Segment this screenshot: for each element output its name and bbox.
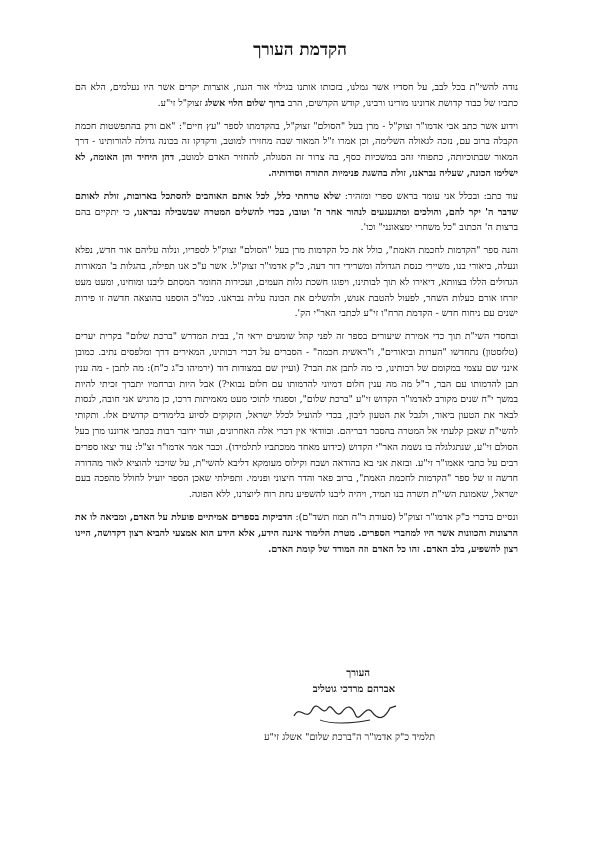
text-run: והנה ספר "הקדמות לחכמת האמת", כולל את כל הקדמות מרן בעל "הסולם" זצוק"ל לספריו, ונלוה עליהם אור חדש, נפלא ונעלה, ביאורי בנו, משיירי כנסת הגדולה ומשרידי דור דעה, כ"ק אדמו"ר זצוק"ל. אשר ע"כ אנו תפילה, בהגלות ב' המאורות הגדולים הללו בצוותא, דיאירו לא תוך לבותינו, ויפוגו חשכת גלות העמים, ועכירות החומר המסתם ליבנו ומוחינו, ומעט מעט יזרחו אורם כעלות השחר, לפעול להטבת אנוש, ולהשלים את הכונה עליה נבראנו. כמו"כ הוספנו בהוצאה חדשה זו פירות ישנים עם ניחוח חדש - הקדמת הרח"ו זי"ע לכתבי האר"י הק'. [75,245,518,320]
document-body [75,80,518,564]
text-run: כי יתקיים בהם ברצות ה' הכתוב "כל משחרי ימצאונני" וכו'. [75,206,518,234]
bold-text: דהן היחיד והן האומה, לא ישלימו הכונה, שעליה נבראנו, זולת בהשגת פנימיות התורה וסודותיה. [75,152,518,179]
paragraph-5 [75,329,518,503]
bold-text: הדביקות בספרים אמיתיים פועלת על האדם, ומביאה לו את הרצונות והכוונות אשר היו למחברי הספרים. מטרת הלימוד איננה הידע, אלא הידע הוא אמצעי להביא רצון דקדושה, היינו רצון להשפיע, בלב האדם. זהו כל האדם וזה המודד של קומת האדם. [75,511,518,555]
page-title: הקדמת העורך [253,40,347,60]
paragraph-3 [75,189,518,236]
text-run: ובחסדי השי"ת תוך כדי אמירת שיעורים בספר זה לפני קהל שומעים יראי ה', בבית המדרש "ברכת שלום" בקרית יערים (טלזסטון) נתחדשו "הערות וביאורים", ו"ראשית חכמה" - הסברים על דברי רבותינו, המאירים דרך ומלפסים נתיב. כמובן אינני שם עצמי במקומם של רבותינו, כי מה לתבן את הבר? (ועיין שם במצודות דוד (ירמיהו כ"ג כ"ח): מה לתבן - מה ענין תבן להדמותו עם הבר, ר"ל מה מה ענין חלום דמיוני להדמותו עם חלום נבואי?) אבל היות וברחמיו יתברך זכיתי להיות במשך י"ח שנים מקורב לאדמו"ר הקדוש זי"ע "ברכת שלום", וספגתי לתוכי מעט מאמיתות דרכו, כן מרגיש אני חובה, לנסות לבאר את הטעון ביאור, ולגבל את הטעון ליבון, בכדי להועיל לכלל ישראל, הזקוקים לסיוע בלימודים קדושים אלו. ותקותי להשי"ת שאכן קלעתי אל המטרה בהסבר דבריהם. ובוודאי אין דברי אלה האחרונים, ועוד ידובר רבות בכתבי אדוננו מרן בעל הסולם זי"ע, שנתגלגלה בו נשמת האר"י הקדוש (כידוע מאחד ממכתביו לתלמידו). וכבר אמר אדמו"ר זצ"ל: עוד יצאו ספרים רבים על כתבי אאמו"ר זי"ע. ובזאת אני בא בהודאה ושבח וקילוס מעומקא דליבא להשי"ת, על שזיכני להוציא לאור מהדורה חדשה זו של ספר "הקדמות לחכמת האמת", ברוב פאר והדר חיצוני ופנימי. ותפילתי שאכן הספר יועיל לחולל מהפכה בעם ישראל, שאמונת השי"ת תשרה בנו תמיד, ויהיה ליבנו להשפיע נחת רוח ליוצרנו, ללא הפוגה. [75,331,518,501]
handwritten-signature-icon [290,698,400,726]
paragraph-6 [75,510,518,557]
signer-role: העורך [346,668,370,679]
bold-text: שלא טרחתי כלל, לכל אותם האוהבים להסתכל בארובות, זולת לאותם שדבר ה' יקר להם, והולכים ומתגעגעים לנהור אחר ה' וטובו, בכדי להשלים המטרה שבשבילה נבראנו, [75,190,518,218]
text-run: עוד כתב: ובכלל אני עומד בראש ספרי ומזהיר: [340,190,518,202]
text-run: זצוק"ל זי"ע. [157,97,205,109]
signer-affiliation: תלמיד כ"ק אדמו"ר ה"ברכת שלום" אשלג זי"ע [264,732,435,743]
text-run: ונסיים בדברי כ"ק אדמו"ר זצוק"ל (סעודת ר"ח תמוז תשד"ם): [292,511,518,523]
paragraph-2 [75,119,518,182]
paragraph-4 [75,243,518,322]
text-run: נודה להשי"ת בכל לבב, על חסדיו אשר גמלנו, בזכותו אותנו בגילוי אור הגנוז, אוצרות יקרים אשר היו נעלמים, הלא הם כתביו של כבוד קדושת אדונינו מורינו ורבינו, קודש הקדשים, הרב [75,82,518,109]
bold-text: ברוך שלום הלוי אשלג [204,97,285,109]
paragraph-1 [75,80,518,112]
signer-name: אברהם מרדכי גוטליב [312,684,395,695]
text-run: וידוע אשר כתב אבי אדמו"ר זצוק"ל - מרן בעל "הסולם" זצוק"ל, בהקדמתו לספר "עץ חיים": "אם ורק בהתפשטות חכמת הקבלה ברוב עם, נזכה לגאולה השלימה, וכן אמרו ז"ל המאור שבה מחזירו למוטב, ודקדקו זה בכונה גדולה להורותינו - דרך המאור שבתוכיותה, כתפוחי זהב במשכיות כסף, בה צרור זה הסגולה, להחזיר האדם למוטב, [75,120,519,164]
